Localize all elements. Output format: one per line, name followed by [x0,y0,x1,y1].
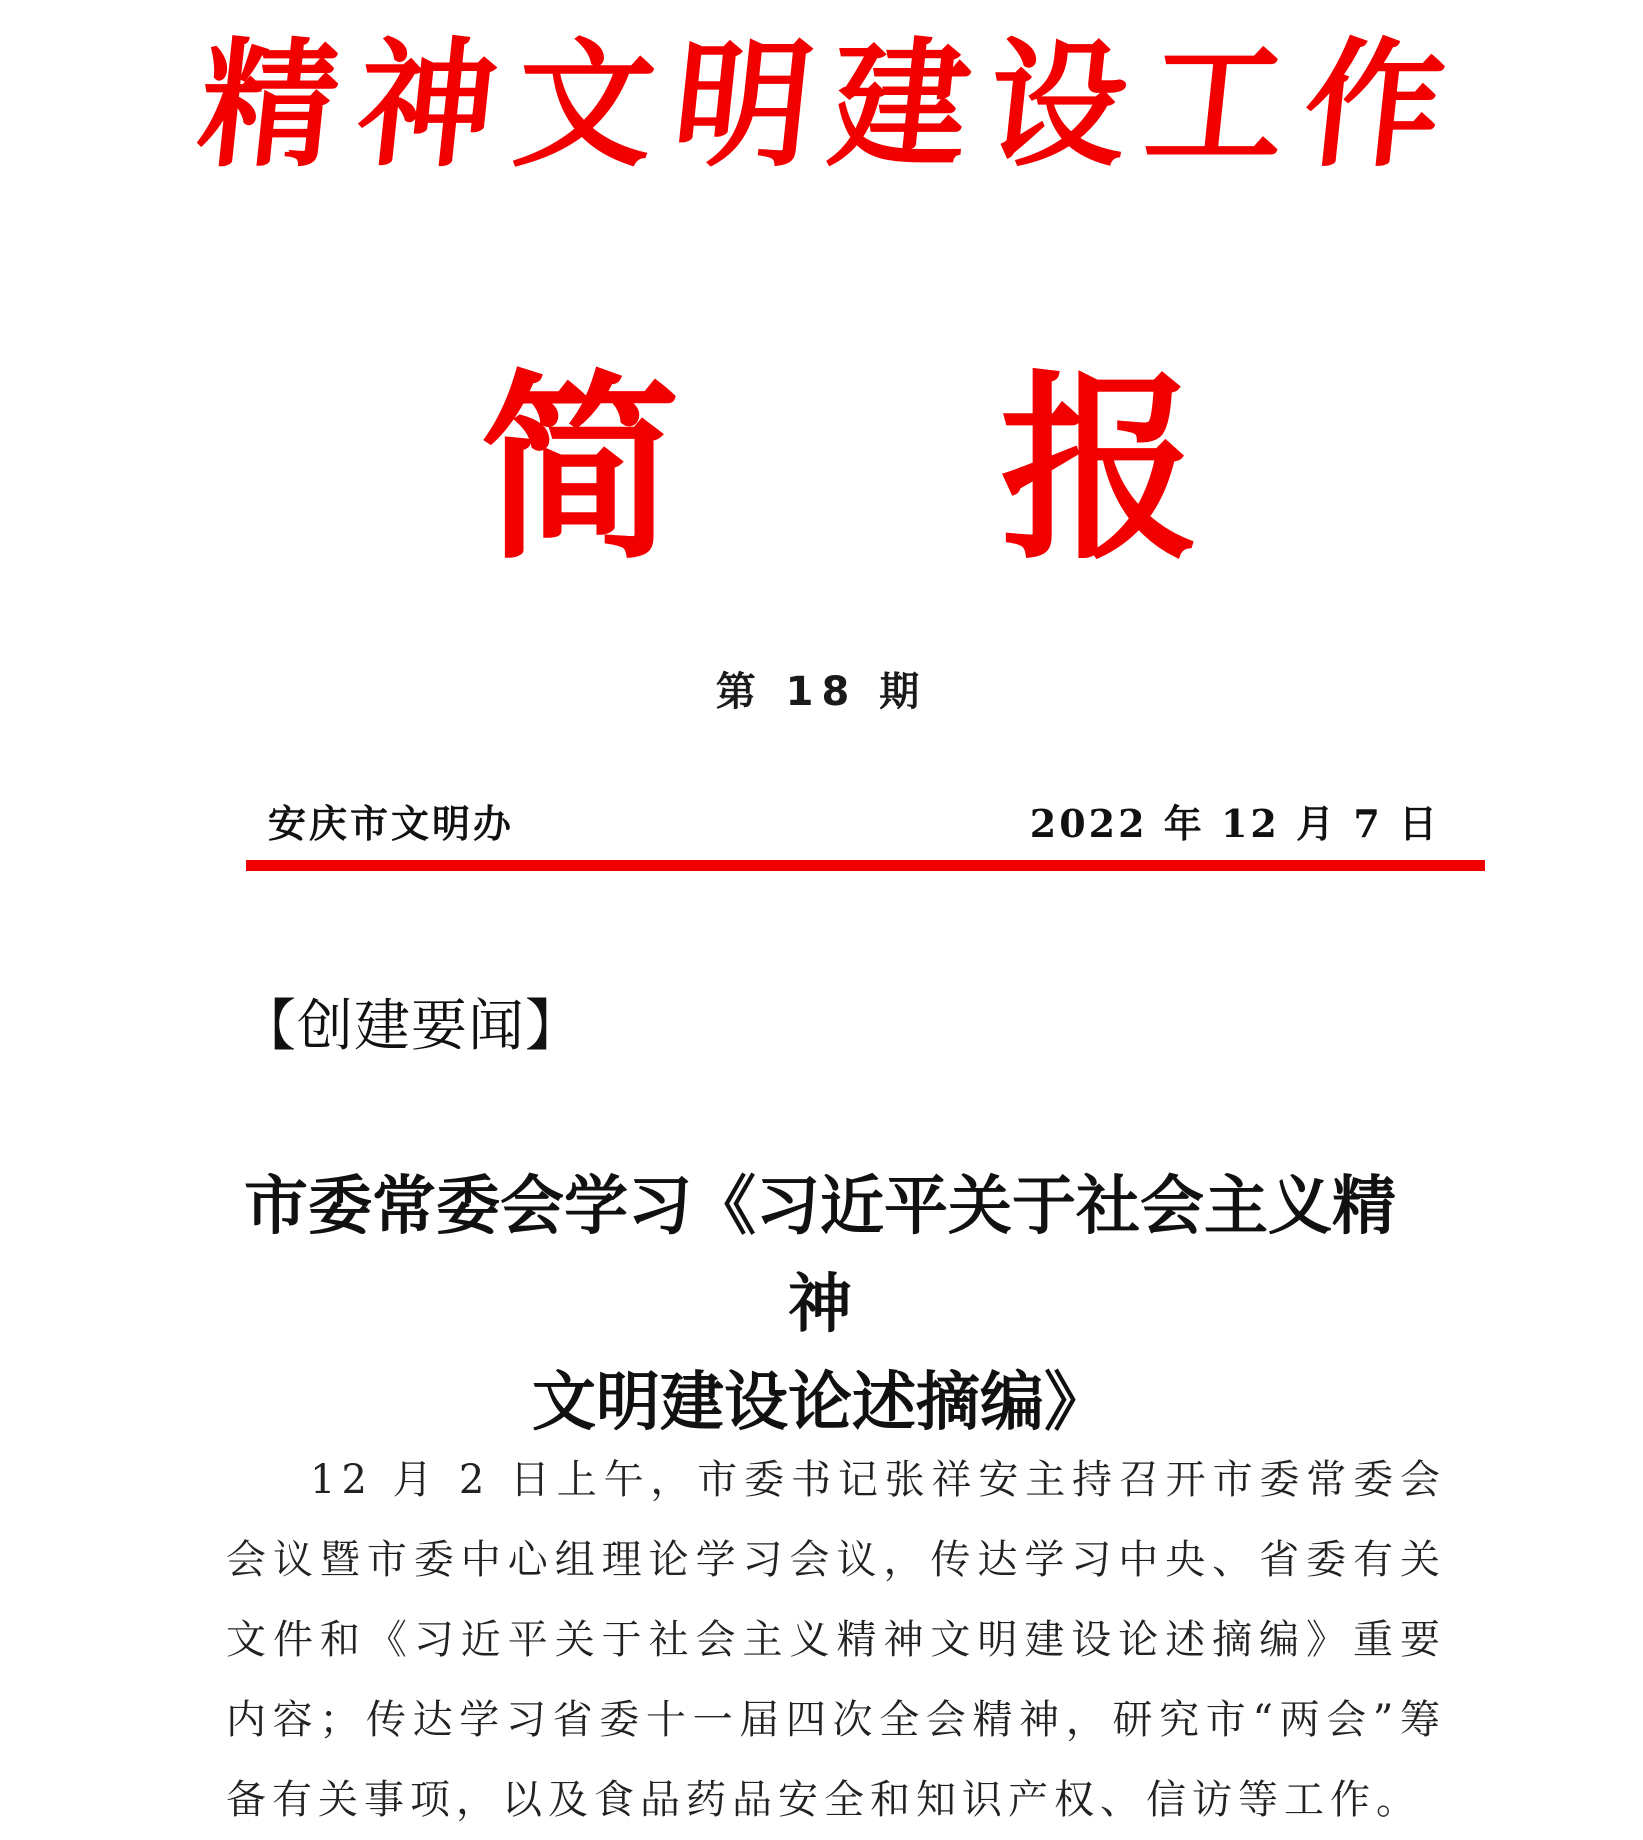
issue-number: 第 18 期 [715,669,928,715]
masthead-title [191,20,1452,190]
article-title-line: 市委常委会学习《习近平关于社会主义精神 [244,1169,1396,1342]
masthead-char: 建 [822,23,979,186]
red-divider [246,860,1485,871]
issuer-date-row [268,792,1440,848]
bulletin-char: 简 [480,352,681,587]
bulletin-char: 报 [999,352,1200,587]
issue-date: 2022 年 12 月 7 日 [1029,800,1440,846]
masthead-char: 精 [191,23,347,186]
issuer-name: 安庆市文明办 [268,800,515,846]
masthead-char: 明 [665,23,821,186]
masthead-char: 作 [1296,23,1452,186]
article-title [220,1158,1420,1452]
masthead-char: 文 [507,23,663,186]
article-title-line: 文明建设论述摘编》 [532,1365,1108,1440]
masthead-char: 设 [980,23,1136,186]
masthead-char: 工 [1138,23,1294,186]
article-body: 12 月 2 日上午，市委书记张祥安主持召开市委常委会会议暨市委中心组理论学习会议，传达学习中央、省委有关文件和《习近平关于社会主义精神文明建设论述摘编》重要内容；传达学习省委十一届四次全会精神，研究市“两会”筹备有关事项，以及食品药品安全和知识产权、信访等工作。 [226,1457,1446,1823]
section-heading: 【创建要闻】 [240,994,582,1059]
masthead-char: 神 [349,23,505,186]
bulletin-title [480,352,1200,587]
